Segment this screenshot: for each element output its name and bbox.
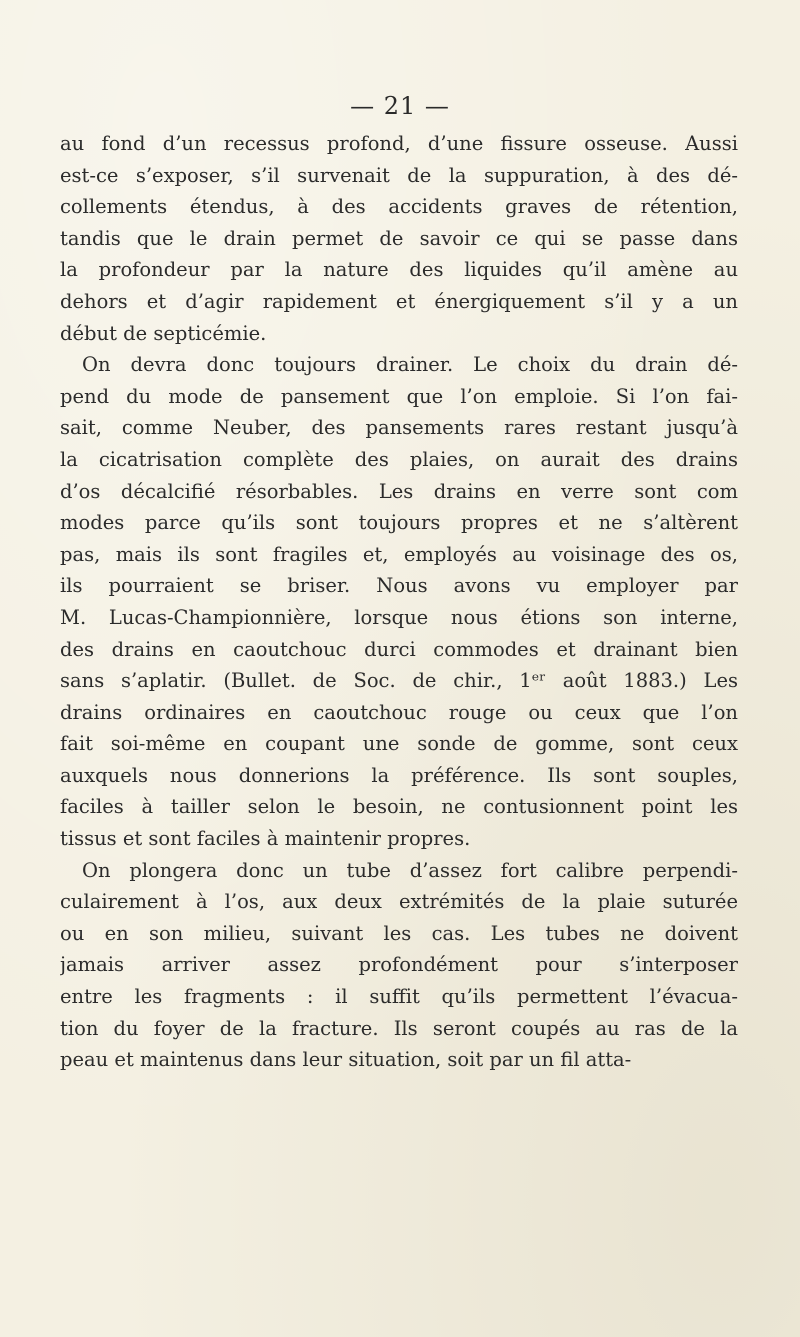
text-line: pas, mais ils sont fragiles et, employés au voisinage des os, xyxy=(60,542,738,566)
text-line: tion du foyer de la fracture. Ils seront coupés au ras de la xyxy=(60,1016,738,1040)
text-line: peau et maintenus dans leur situation, soit par un fil atta- xyxy=(60,1048,632,1072)
text-line: culairement à l’os, aux deux extrémités de la plaie suturée xyxy=(60,890,738,914)
text-line: M. Lucas-Championnière, lorsque nous étions son interne, xyxy=(60,605,738,629)
text-line: drains ordinaires en caoutchouc rouge ou ceux que l’on xyxy=(60,700,738,724)
text-line: la profondeur par la nature des liquides qu’il amène au xyxy=(60,258,738,282)
text-line: tissus et sont faciles à maintenir propres. xyxy=(60,827,471,851)
text-line: On plongera donc un tube d’assez fort calibre perpendi- xyxy=(82,858,738,882)
text-line: auxquels nous donnerions la préférence. Ils sont souples, xyxy=(60,763,738,787)
text-line: sans s’aplatir. (Bullet. de Soc. de chir., 1ᵉʳ août 1883.) Les xyxy=(60,669,738,693)
text-line: pend du mode de pansement que l’on emploie. Si l’on fai- xyxy=(60,384,738,408)
text-line: jamais arriver assez profondément pour s’interposer xyxy=(60,953,738,977)
text-line: sait, comme Neuber, des pansements rares restant jusqu’à xyxy=(60,416,738,440)
text-line: des drains en caoutchouc durci commodes et drainant bien xyxy=(60,637,738,661)
text-line: modes parce qu’ils sont toujours propres et ne s’altèrent xyxy=(60,511,738,535)
text-line: collements étendus, à des accidents graves de rétention, xyxy=(60,195,738,219)
text-line: faciles à tailler selon le besoin, ne contusionnent point les xyxy=(60,795,738,819)
text-line: début de septicémie. xyxy=(60,321,267,345)
page-number: — 21 — xyxy=(350,92,450,120)
text-line: entre les fragments : il suffit qu’ils permettent l’évacua- xyxy=(60,985,738,1009)
text-line: On devra donc toujours drainer. Le choix du drain dé- xyxy=(82,353,738,377)
text-line: au fond d’un recessus profond, d’une fissure osseuse. Aussi xyxy=(60,132,738,155)
text-line: tandis que le drain permet de savoir ce qui se passe dans xyxy=(60,226,738,250)
text-line: la cicatrisation complète des plaies, on aurait des drains xyxy=(60,447,738,471)
text-line: d’os décalcifié résorbables. Les drains en verre sont com xyxy=(60,479,738,503)
text-line: fait soi-même en coupant une sonde de gomme, sont ceux xyxy=(60,732,738,756)
text-line: ils pourraient se briser. Nous avons vu employer par xyxy=(60,574,738,598)
body-text xyxy=(60,128,738,1076)
text-line: dehors et d’agir rapidement et énergiquement s’il y a un xyxy=(60,289,738,313)
text-line: ou en son milieu, suivant les cas. Les tubes ne doivent xyxy=(60,921,738,945)
text-line: est-ce s’exposer, s’il survenait de la suppuration, à des dé- xyxy=(60,163,738,187)
